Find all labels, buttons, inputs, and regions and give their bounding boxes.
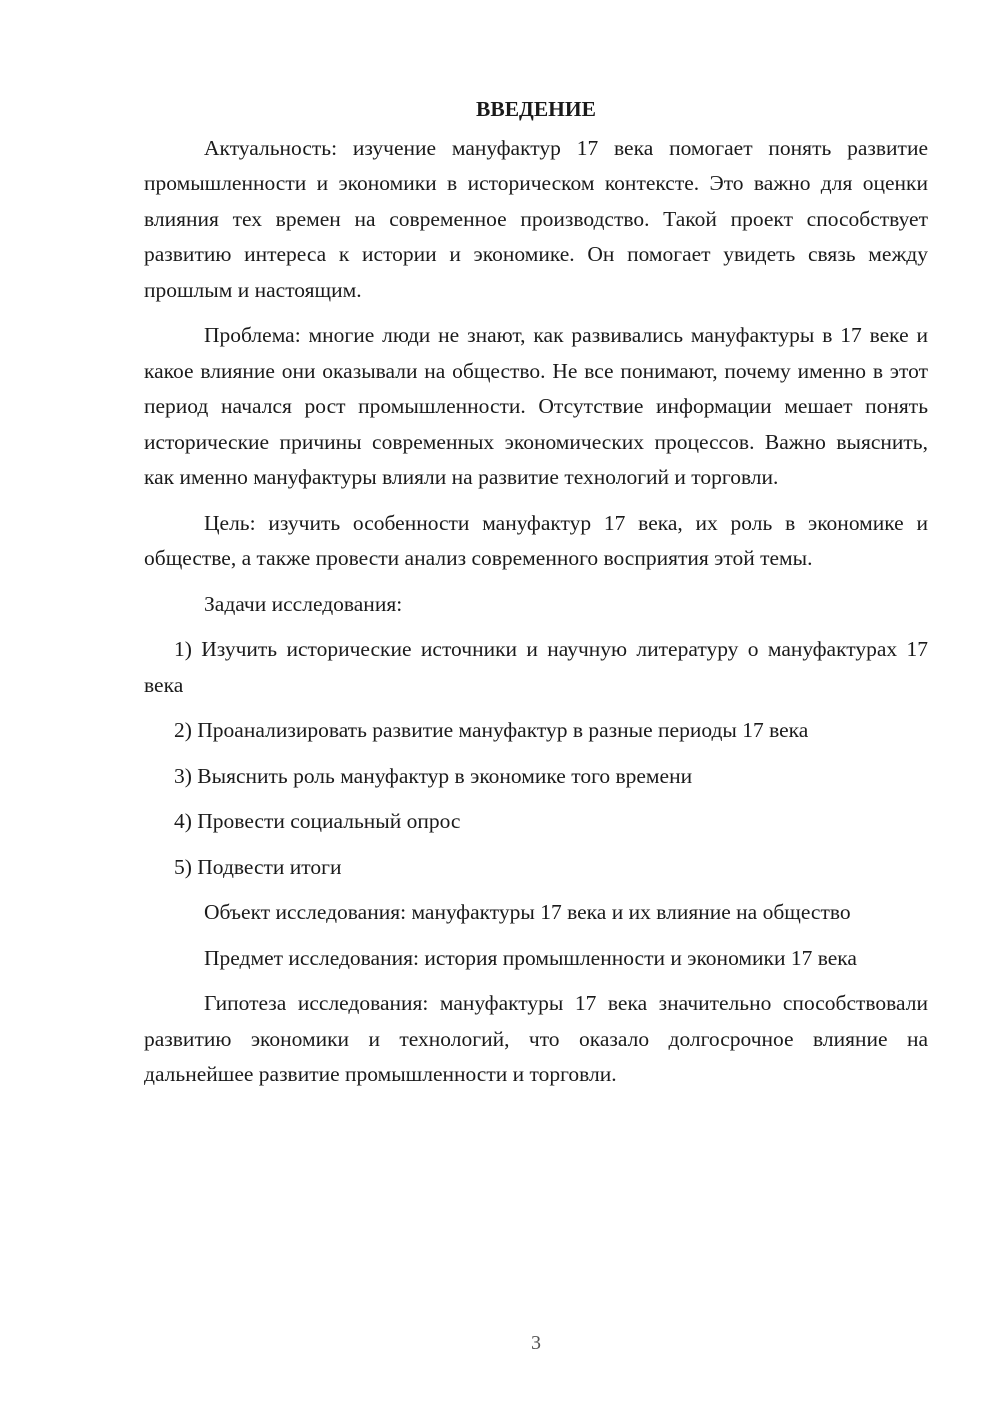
tasks-heading: Задачи исследования: xyxy=(204,591,403,616)
paragraph-problem: Проблема: многие люди не знают, как развивались мануфактуры в 17 веке и какое влияние они оказывали на общество. Не все понимают, почему именно в этот период начался рост промышленности. Отсутствие информации мешает понять исторические причины современных экономических процессов. Важно выяснить, как именно мануфактуры влияли на развитие технологий и торговли. xyxy=(144,323,928,489)
paragraph-subject: Предмет исследования: история промышленности и экономики 17 века xyxy=(204,945,857,970)
page-title: ВВЕДЕНИЕ xyxy=(476,97,596,121)
task-item-2: 2) Проанализировать развитие мануфактур в разные периоды 17 века xyxy=(174,718,809,742)
task-item-4: 4) Провести социальный опрос xyxy=(174,809,461,833)
page-number: 3 xyxy=(531,1332,541,1354)
paragraph-object: Объект исследования: мануфактуры 17 века и их влияние на общество xyxy=(204,900,851,924)
task-item-3: 3) Выяснить роль мануфактур в экономике того времени xyxy=(174,763,693,788)
task-item-1: 1) Изучить исторические источники и научную литературу о мануфактурах 17 века xyxy=(144,637,928,697)
paragraph-relevance: Актуальность: изучение мануфактур 17 века помогает понять развитие промышленности и экономики в историческом контексте. Это важно для оценки влияния тех времен на современное производство. Такой проект способствует развитию интереса к истории и экономике. Он помогает увидеть связь между прошлым и настоящим. xyxy=(144,135,928,302)
paragraph-hypothesis: Гипотеза исследования: мануфактуры 17 века значительно способствовали развитию экономики и технологий, что оказало долгосрочное влияние на дальнейшее развитие промышленности и торговли. xyxy=(144,991,928,1086)
task-item-5: 5) Подвести итоги xyxy=(174,854,342,879)
paragraph-goal: Цель: изучить особенности мануфактур 17 века, их роль в экономике и обществе, а также провести анализ современного восприятия этой темы. xyxy=(144,510,928,570)
document-page xyxy=(144,92,928,1103)
